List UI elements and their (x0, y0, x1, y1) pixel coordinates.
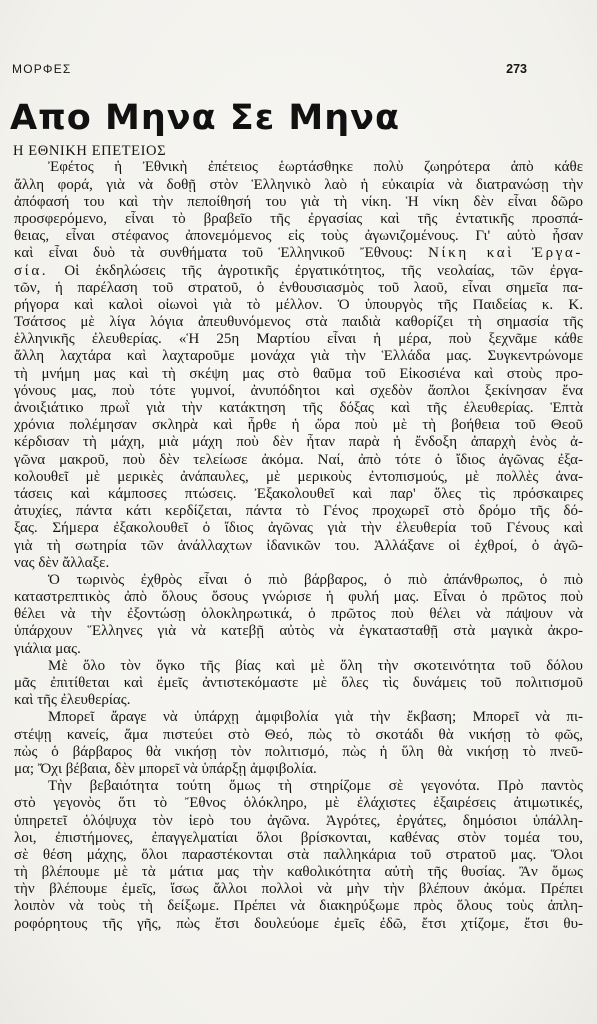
text-line (14, 245, 583, 262)
text-line: κέρδισαν τὴ μάχη, μιὰ μάχη ποὺ δὲν ἦταν παρὰ ἡ ἔνδοξη ἀπαρχὴ ἑνὸς ἀ- (14, 434, 583, 451)
text-line: γιὰ τὴ σωτηρία τῶν ἀνάλλαχτων ἰδανικῶν του. Ἀλλάξανε οἱ ἐχθροί, ὁ ἀγῶ- (14, 537, 583, 554)
text-line: γιάλια μας. (14, 640, 81, 657)
text-line: Τὴν βεβαιότητα τούτη ὅμως τὴ στηρίζομε σὲ γεγονότα. Πρὸ παντὸς (48, 778, 583, 795)
text-line: λοιπὸν νὰ τοὺς τὴ δείξωμε. Πρέπει νὰ διακηρύξωμε πρὸς ὅλους τοὺς ἀπλη- (14, 898, 583, 915)
text-line: τὴ μνήμη μας καὶ τὴ σκέψη μας στὸ θαῦμα τοῦ Εἰκοσιένα καὶ στοὺς προ- (14, 365, 583, 382)
text-line: ὑπηρετεῖ ὁλόψυχα τὸν ἱερὸ του ἀγῶνα. Ἀγρότες, ἐργάτες, δημόσιοι ὑπάλλη- (14, 812, 583, 829)
running-head (12, 61, 527, 77)
text-line: μᾶς ἐπιτίθεται καὶ ἐμεῖς ἀντιστεκόμαστε μὲ ὅλες τὶς δυνάμεις τοῦ πολιτισμοῦ (14, 675, 583, 692)
text-line (14, 263, 583, 280)
text-line: γόνους μας, ποὺ τότε γυμνοί, ἀνυπόδητοι καὶ σχεδὸν ἄοπλοι ξεκίνησαν ἕνα (14, 382, 583, 399)
text-line: κολουθεῖ μὲ μερικὲς ἀνάπαυλες, μὲ μερικοὺς ἐντοπισμούς, μὲ πολλὲς ἀνα- (14, 468, 583, 485)
paragraph (14, 709, 583, 778)
emphasized-text-run: Νίκη καὶ Ἐργα- (428, 245, 583, 262)
page-number: 273 (506, 62, 527, 76)
text-line: προσφερόμενο, εἶναι τὸ βραβεῖο τῆς ἐργασίας καὶ τῆς ἐντατικῆς προσπά- (14, 210, 583, 227)
text-line: στέψῃ κανείς, ἅμα πιστεύει στὸ Θεό, πὼς τὸ σκοτάδι θὰ νικήσῃ τὸ φῶς, (14, 726, 583, 743)
text-line: Ὁ τωρινὸς ἐχθρὸς εἶναι ὁ πιὸ βάρβαρος, ὁ πιὸ ἀπάνθρωπος, ὁ πιὸ (48, 571, 583, 588)
text-line: ροφόρητους τῆς γῆς, πὼς ἔτσι δουλεύομε ἐμεῖς ἐδῶ, ἔτσι χτίζομε, ἔτσι θυ- (14, 915, 583, 932)
text-line: Τσάτσος μὲ λίγα λόγια ἀπευθυνόμενος στὰ παιδιὰ καθορίζει τὴ σημασία τῆς (14, 314, 583, 331)
text-line: τάσεις καὶ κάμποσες πτώσεις. Ἐξακολουθεῖ καὶ παρ' ὅλες τὶς πρόσκαιρες (14, 485, 583, 502)
text-line: λοι, ἐπιστήμονες, ἐπαγγελματίαι ὅλοι βρίσκονται, καθένας στὸν τομέα του, (14, 829, 583, 846)
text-line: θέλει νὰ τὴν ἐξοντώσῃ ὁλοκληρωτικά, ὁ πρῶτος ποὺ θέλει νὰ πάψουν νὰ (14, 606, 583, 623)
paragraph (14, 658, 583, 710)
text-line: ἀτυχίες, πάντα κάτι κερδίζεται, πάντα τὸ Γένος προχωρεῖ στὸ δρόμο τῆς δό- (14, 503, 583, 520)
text-line: στὸ γεγονὸς ὅτι τὸ Ἔθνος ὁλόκληρο, μὲ ἐλάχιστες ἐξαιρέσεις ἀτιμωτικές, (14, 795, 583, 812)
text-line: τῶν, ἡ παρέλαση τοῦ στρατοῦ, ὁ ἐνθουσιασμὸς τοῦ λαοῦ, εἶναι σημεῖα πα- (14, 279, 583, 296)
text-line: σὲ θέση μάχης, ὅλοι παραστέκονται στὰ παλληκάρια τοῦ στρατοῦ μας. Ὅλοι (14, 846, 583, 863)
paragraph (14, 778, 583, 933)
text-line: Μπορεῖ ἄραγε νὰ ὑπάρχῃ ἀμφιβολία γιὰ τὴν ἔκβαση; Μπορεῖ νὰ πι- (48, 709, 583, 726)
text-line: ἀνοιξιάτικο πρωῒ γιὰ τὴν κατάκτηση τῆς δόξας καὶ τῆς ἐλευθερίας. Ἑπτὰ (14, 400, 583, 417)
text-line: ρήγορα καὶ καλοὶ οἰωνοὶ γιὰ τὸ μέλλον. Ὁ ὑπουργὸς τῆς Παιδείας κ. Κ. (14, 296, 583, 313)
text-line: θειας, εἶναι στέφανος ἀπονεμόμενος εἰς τοὺς ἀγωνιζομένους. Γι' αὐτὸ ἦσαν (14, 228, 583, 245)
text-line: ἄλλη λαχτάρα καὶ λαχταροῦμε μονάχα γιὰ τὴν Ἑλλάδα μας. Συγκεντρώνομε (14, 348, 583, 365)
text-line: Μὲ ὅλο τὸν ὄγκο τῆς βίας καὶ μὲ ὅλη τὴν σκοτεινότητα τοῦ δόλου (48, 657, 583, 674)
text-line: πὼς ὁ βάρβαρος θὰ νικήσῃ τὸν πολιτισμό, πὼς ἡ ὕλη θὰ νικήσῃ τὸ πνεῦ- (14, 743, 583, 760)
article-heading: Η ΕΘΝΙΚΗ ΕΠΕΤΕΙΟΣ (13, 143, 167, 159)
paragraph (14, 572, 583, 658)
text-line: τὴν βλέπουμε ἐμεῖς, ἴσως ἄλλοι πολλοὶ νὰ μὴν τὴν βλέπουν ἀκόμα. Πρέπει (14, 881, 583, 898)
text-line: ἄλλη φορά, γιὰ νὰ δοθῇ στὸν Ἑλληνικὸ λαὸ ἡ εὐκαιρία νὰ διατρανώσῃ τὴν (14, 176, 583, 193)
text-line: γῶνα μακροῦ, ποὺ δὲν τελείωσε ἀκόμα. Ναί, ἀπὸ τότε ὁ ἴδιος ἀγῶνας ἐξα- (14, 451, 583, 468)
text-line: ἑλληνικῆς ἐλευθερίας. «Ἡ 25η Μαρτίου εἶναι ἡ μέρα, ποὺ ξεχνᾶμε κάθε (14, 331, 583, 348)
text-line: νας δὲν ἄλλαξε. (14, 554, 110, 571)
text-line: μα; Ὄχι βέβαια, δὲν μπορεῖ νὰ ὑπάρξῃ ἀμφιβολία. (14, 760, 317, 777)
emphasized-text-run: σία. (14, 262, 49, 279)
article-body (14, 159, 583, 932)
text-line: Ἐφέτος ἡ Ἐθνικὴ ἐπέτειος ἑωρτάσθηκε πολὺ ζωηρότερα ἀπὸ κάθε (48, 159, 583, 176)
magazine-name: ΜΟΡΦΕΣ (12, 62, 72, 76)
text-line: καταστρεπτικὸς ἀπὸ ὅλους ὅσους γνώρισε ἡ φυλή μας. Εἶναι ὁ πρῶτος ποὺ (14, 589, 583, 606)
text-line: ἀπόφασή του καὶ τὴν πεποίθησή του γιὰ τὴ νίκη. Ἡ νίκη δὲν εἶναι δῶρο (14, 193, 583, 210)
text-run: καὶ εἶναι δυὸ τὰ συνθήματα τοῦ Ἑλληνικοῦ Ἔθνους: (14, 245, 413, 262)
paragraph (14, 159, 583, 572)
text-line: ὑπάρχουν Ἕλληνες γιὰ νὰ κατεβῇ αὐτὸς νὰ ἐγκατασταθῇ στὰ μαγικὰ ἀκρο- (14, 623, 583, 640)
section-title: Απο Μηνα Σε Μηνα (10, 98, 401, 138)
text-line: ξας. Σήμερα ἐξακολουθεῖ ὁ ἴδιος ἀγῶνας γιὰ τὴν ἐλευθερία τοῦ Γένους καὶ (14, 520, 583, 537)
text-run: Οἱ ἐκδηλώσεις τῆς ἀγροτικῆς ἐργατικότητος, τῆς νεολαίας, τῶν ἐργα- (64, 262, 583, 279)
text-line: τὴ βλέπουμε μὲ τὰ μάτια μας τὴν καθολικότητα αὐτὴ τῆς θυσίας. Ἂν ὅμως (14, 864, 583, 881)
text-line: καὶ τῆς ἐλευθερίας. (14, 692, 131, 709)
text-line: χρόνια πολέμησαν σκληρὰ καὶ ἦρθε ἡ ὥρα ποὺ μὲ τὴ βοήθεια τοῦ Θεοῦ (14, 417, 583, 434)
